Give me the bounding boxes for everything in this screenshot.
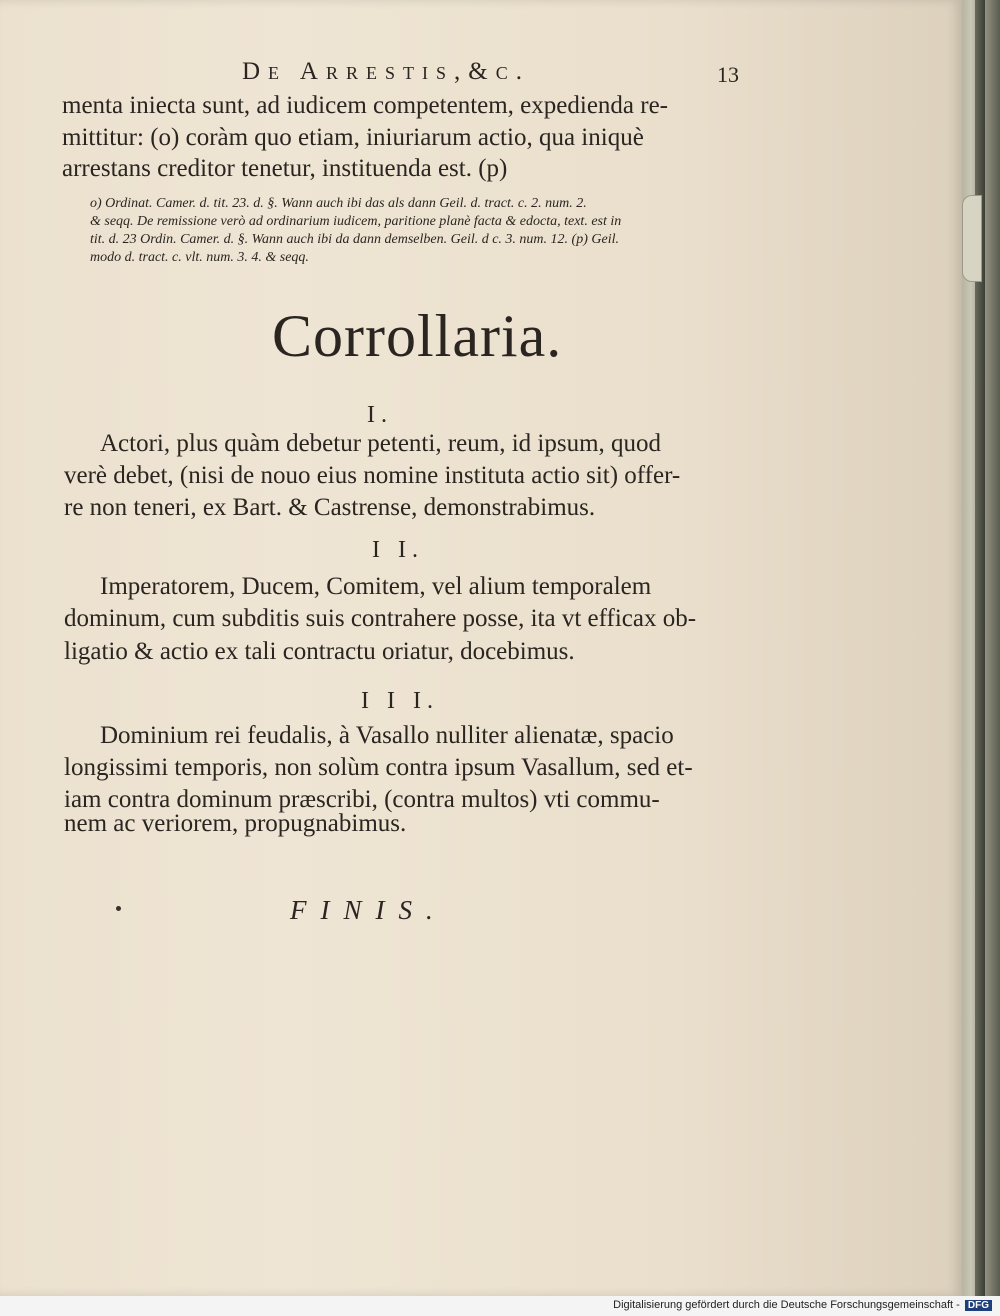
body-line: mittitur: (o) coràm quo etiam, iniuriarum actio, qua iniquè [62,124,644,151]
footnote-line: & seqq. De remissione verò ad ordinarium iudicem, paritione planè facta & edocta, text. est in [90,214,622,229]
corollary-line: Actori, plus quàm debetur petenti, reum, id ipsum, quod [100,430,662,457]
page-number: 13 [717,62,739,87]
corollary-numeral: I. [367,402,393,428]
corollary-line: dominum, cum subditis suis contrahere posse, ita vt efficax ob- [64,605,697,632]
corollary-numeral: I I. [372,537,424,563]
footnote-line: o) Ordinat. Camer. d. tit. 23. d. §. Wann auch ibi das als dann Geil. d. tract. c. 2. num. 2. [90,196,587,211]
page-clip [962,195,982,282]
body-line: arrestans creditor tenetur, instituenda est. (p) [62,155,508,182]
running-title: De Arrestis,&c. [242,58,530,85]
corollary-line: re non teneri, ex Bart. & Castrense, demonstrabimus. [64,494,596,521]
body-line: menta iniecta sunt, ad iudicem competentem, expedienda re- [62,92,669,119]
corollary-numeral: I I I. [361,688,439,714]
corollary-line: ligatio & actio ex tali contractu oriatur, docebimus. [64,638,575,665]
footnote-line: tit. d. 23 Ordin. Camer. d. §. Wann auch ibi da dann demselben. Geil. d c. 3. num. 12. (p) Geil. [90,232,619,247]
footnote-line: modo d. tract. c. vlt. num. 3. 4. & seqq. [90,250,309,265]
corollary-line: verè debet, (nisi de nouo eius nomine instituta actio sit) offer- [64,462,681,489]
corollary-line: iam contra dominum præscribi, (contra multos) vti commu- [64,786,660,813]
corollary-line: longissimi temporis, non solùm contra ipsum Vasallum, sed et- [64,754,693,781]
section-title: Corrollaria. [272,303,563,369]
credit-text: Digitalisierung gefördert durch die Deutsche Forschungsgemeinschaft - [613,1299,960,1311]
dfg-logo: DFG [965,1300,992,1311]
ink-speck [116,906,121,911]
corollary-line: Imperatorem, Ducem, Comitem, vel alium temporalem [100,573,652,600]
corollary-line: Dominium rei feudalis, à Vasallo nulliter alienatæ, spacio [100,722,674,749]
corollary-line: nem ac veriorem, propugnabimus. [64,810,407,837]
finis-mark: FINIS. [290,895,447,925]
digitization-credit [613,1299,992,1311]
